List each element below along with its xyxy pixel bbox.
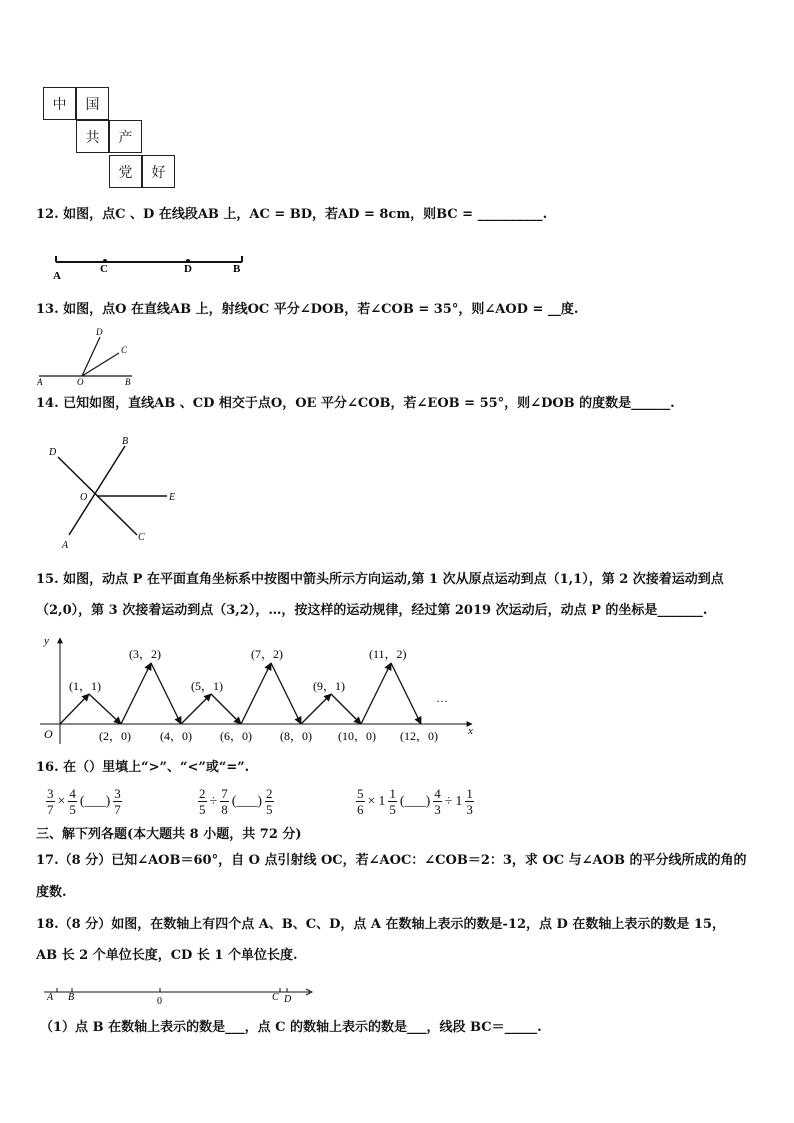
question-17-line2: 度数. <box>36 885 67 900</box>
q16-expression-2: $\frac{2}{5}$ ÷ $\frac{7}{8}$ (___) $\frac{2}{5}$ <box>199 786 273 817</box>
q15-peak-label: (3，2) <box>129 647 161 661</box>
q12-label-b: B <box>233 263 241 275</box>
question-16: 16. 在（）里填上“>”、“<”或“=”. <box>36 760 250 775</box>
q14-lines-figure <box>40 432 190 552</box>
grid-cell: 产 <box>109 120 142 153</box>
grid-cell: 党 <box>109 155 142 188</box>
q13-label-d: D <box>96 327 103 337</box>
grid-cell: 中 <box>43 87 76 120</box>
question-15-line2: （2,0），第 3 次接着运动到点（3,2），…，按这样的运动规律，经过第 2019 次运动后，动点 P 的坐标是_______. <box>36 603 708 618</box>
q14-label-a: A <box>62 540 69 551</box>
q15-base-label: (6，0) <box>220 729 252 743</box>
q15-peak-label: (7，2) <box>251 647 283 661</box>
q15-zigzag-figure <box>36 630 486 748</box>
q12-segment-figure <box>50 250 250 282</box>
section-3-heading: 三、解下列各题(本大题共 8 小题，共 72 分) <box>36 827 302 842</box>
q15-peak-label: (9，1) <box>313 679 345 693</box>
q15-base-label: (4，0) <box>160 729 192 743</box>
q15-base-label: (8，0) <box>280 729 312 743</box>
question-13: 13. 如图，点O 在直线AB 上，射线OC 平分∠DOB，若∠COB = 35°，则∠AOD = __度. <box>36 302 579 317</box>
grid-cell: 国 <box>76 87 109 120</box>
question-17-line1: 17.（8 分）已知∠AOB＝60°，自 O 点引射线 OC，若∠AOC：∠COB＝2：3，求 OC 与∠AOB 的平分线所成的角的 <box>36 853 747 868</box>
q16-expression-1: $\frac{3}{7}$ × $\frac{4}{5}$ (___) $\frac{3}{7}$ <box>47 786 121 817</box>
q18-label-c: C <box>272 992 279 1003</box>
q15-axis-x: x <box>468 725 473 737</box>
q16-blank-3[interactable]: (___) <box>399 793 431 809</box>
q13-label-o: O <box>77 377 84 387</box>
q15-ellipsis: … <box>436 691 448 705</box>
q18-number-line <box>40 982 320 1008</box>
q12-label-c: C <box>100 263 108 275</box>
q13-label-b: B <box>125 377 131 387</box>
q16-blank-2[interactable]: (___) <box>231 793 263 809</box>
q18-label-0: 0 <box>157 996 162 1007</box>
q15-base-label: (10，0) <box>338 729 376 743</box>
q15-peak-label: (5，1) <box>191 679 223 693</box>
q18-label-a: A <box>47 992 54 1003</box>
grid-cell: 好 <box>142 155 175 188</box>
grid-cell: 共 <box>76 120 109 153</box>
q13-angle-figure <box>34 326 144 388</box>
q18-label-d: D <box>284 994 292 1005</box>
q15-peak-label: (1，1) <box>69 679 101 693</box>
q15-axis-y: y <box>44 635 49 647</box>
q14-label-b: B <box>122 436 129 447</box>
q14-label-e: E <box>169 492 176 503</box>
q18-label-b: B <box>68 992 75 1003</box>
q12-label-a: A <box>53 270 61 282</box>
q16-expression-3: $\frac{5}{6}$ × 1 $\frac{1}{5}$ (___) $\frac{4}{3}$ ÷ 1 $\frac{1}{3}$ <box>357 786 473 817</box>
question-18-line1: 18.（8 分）如图，在数轴上有四个点 A、B、C、D，点 A 在数轴上表示的数是-12，点 D 在数轴上表示的数是 15， <box>36 917 725 932</box>
q14-label-c: C <box>138 532 145 543</box>
question-15-line1: 15. 如图，动点 P 在平面直角坐标系中按图中箭头所示方向运动,第 1 次从原点运动到点（1,1），第 2 次接着运动到点 <box>36 572 724 587</box>
q12-label-d: D <box>184 263 192 275</box>
question-12: 12. 如图，点C 、D 在线段AB 上，AC = BD，若AD = 8cm，则BC = __________. <box>36 207 548 222</box>
question-18-line2: AB 长 2 个单位长度，CD 长 1 个单位长度. <box>36 948 298 963</box>
question-18-sub1: （1）点 B 在数轴上表示的数是___，点 C 的数轴上表示的数是___，线段 BC＝_____. <box>40 1020 542 1035</box>
q15-base-label: (12，0) <box>400 729 438 743</box>
q15-base-label: (2，0) <box>99 729 131 743</box>
q15-origin: O <box>44 727 53 741</box>
q15-peak-label: (11，2) <box>369 647 407 661</box>
q13-label-c: C <box>121 345 128 355</box>
question-14: 14. 已知如图，直线AB 、CD 相交于点O，OE 平分∠COB，若∠EOB = 55°，则∠DOB 的度数是______. <box>36 396 675 411</box>
q13-label-a: A <box>37 377 43 387</box>
q14-label-o: O <box>80 492 88 503</box>
q16-blank-1[interactable]: (___) <box>79 793 111 809</box>
q14-label-d: D <box>49 447 57 458</box>
